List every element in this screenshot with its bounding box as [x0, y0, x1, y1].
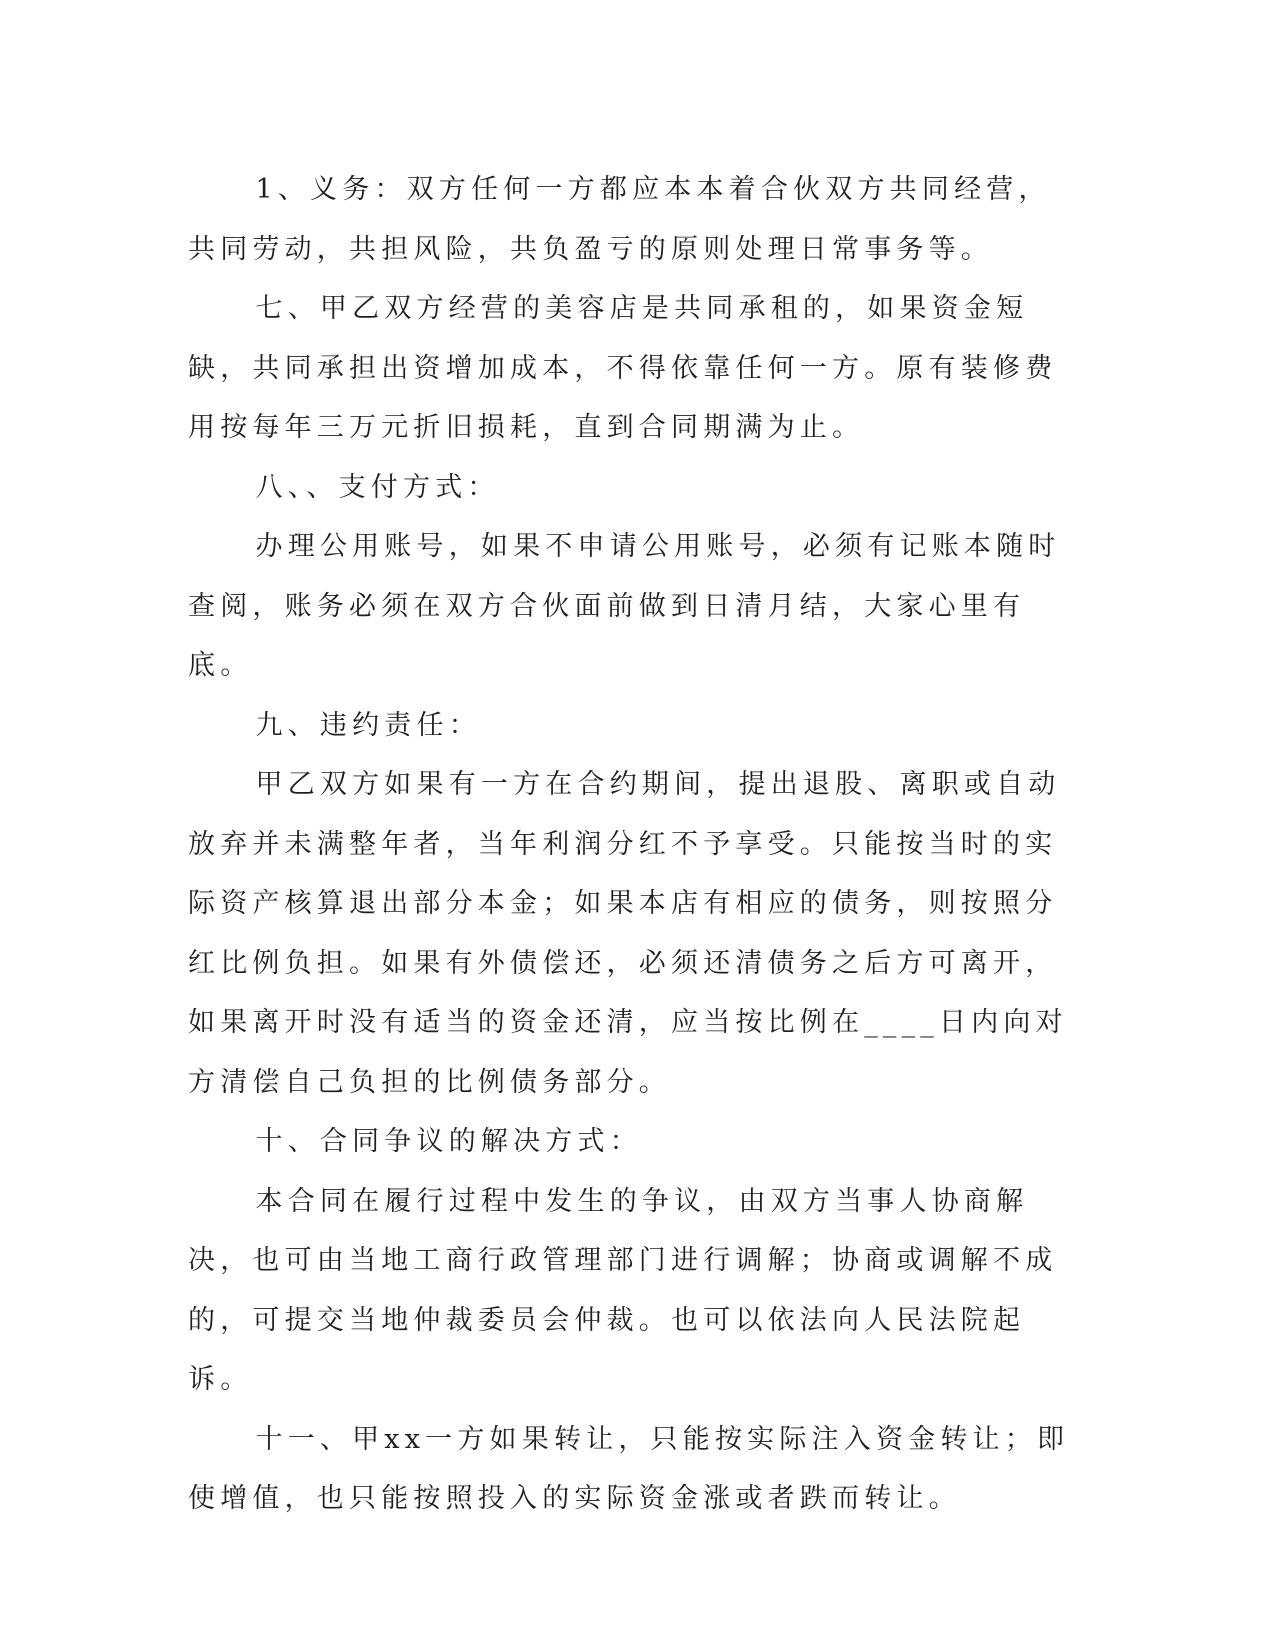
document-body: [188, 160, 1074, 1529]
heading-section-9: 九、违约责任：: [255, 709, 481, 741]
paragraph-dispute-resolution: 本合同在履行过程中发生的争议，由双方当事人协商解决，也可由当地工商行政管理部门进行调解；协商或调解不成的，可提交当地仲裁委员会仲裁。也可以依法向人民法院起诉。: [188, 1185, 1058, 1395]
heading-section-8: 八、、支付方式：: [255, 471, 500, 503]
paragraph-liability: 甲乙双方如果有一方在合约期间，提出退股、离职或自动放弃并未满整年者，当年利润分红不予享受。只能按当时的实际资产核算退出部分本金；如果本店有相应的债务，则按照分红比例负担。如果有外债偿还，必须还清债务之后方可离开，如果离开时没有适当的资金还清，应当按比例在____日内向对方清偿自己负担的比例债务部分。: [188, 769, 1068, 1098]
paragraph-obligations: 1、义务：双方任何一方都应本本着合伙双方共同经营，共同劳动，共担风险，共负盈亏的原则处理日常事务等。: [188, 174, 1051, 265]
heading-section-10: 十、合同争议的解决方式：: [255, 1126, 642, 1157]
paragraph-section-7: 七、甲乙双方经营的美容店是共同承租的，如果资金短缺，共同承担出资增加成本，不得依靠任何一方。原有装修费用按每年三万元折旧损耗，直到合同期满为止。: [188, 293, 1058, 443]
paragraph-section-11: 十一、甲xx一方如果转让，只能按实际注入资金转让；即使增值，也只能按照投入的实际资金涨或者跌而转让。: [188, 1423, 1070, 1514]
paragraph-payment-method: 办理公用账号，如果不申请公用账号，必须有记账本随时查阅，账务必须在双方合伙面前做到日清月结，大家心里有底。: [188, 531, 1061, 681]
